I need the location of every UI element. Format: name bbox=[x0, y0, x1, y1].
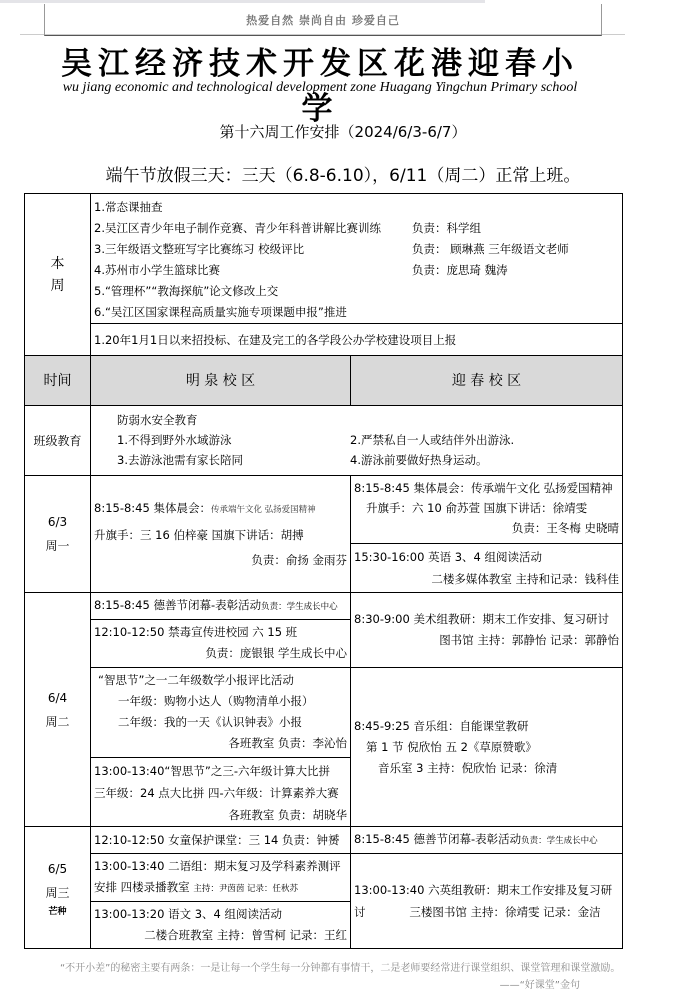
week-item-text: 2.吴江区青少年电子制作竞赛、青少年科普讲解比赛训练 bbox=[94, 221, 381, 235]
class-edu-rule: 4.游泳前要做好热身运动。 bbox=[350, 453, 488, 467]
day-date: 6/5 bbox=[47, 861, 68, 876]
event-time-title: 8:15-8:45 集体晨会： bbox=[94, 500, 211, 515]
schedule-cell bbox=[350, 826, 623, 854]
holiday-notice: 端午节放假三天：三天（6.8-6.10），6/11（周二）正常上班。 bbox=[105, 166, 581, 186]
week-item: 5.“管理杯”“教海探航”论文修改上交 bbox=[94, 284, 279, 298]
event-detail: 升旗手：六 10 俞苏萱 国旗下讲话：徐靖雯 bbox=[366, 501, 588, 515]
event-time-title: 8:15-8:45 德善节闭幕-表彰活动 bbox=[354, 832, 522, 846]
event-owner: 负责：学生成长中心 bbox=[261, 602, 338, 612]
event-owner: 主持：尹茵茵 记录：任秋苏 bbox=[193, 884, 299, 894]
event-time-title: 8:30-9:00 美术组教研：期末工作安排、复习研讨 bbox=[354, 612, 609, 626]
schedule-cell bbox=[350, 543, 623, 593]
event-time-title: “智思节”之一二年级数学小报评比活动 bbox=[98, 673, 294, 687]
event-owner: 负责：庞银银 学生成长中心 bbox=[205, 646, 347, 660]
class-edu-content bbox=[90, 405, 623, 476]
schedule-cell bbox=[350, 853, 623, 949]
schedule-cell: 12:10-12:50 女童保护课堂：三 14 负责：钟赟 bbox=[90, 826, 351, 854]
event-time-title: 12:10-12:50 禁毒宣传进校园 六 15 班 bbox=[94, 625, 298, 639]
school-name-english: wu jiang economic and technological development zone Huagang Yingchun Primary school bbox=[62, 80, 578, 95]
week-label-text: 本周 bbox=[50, 255, 65, 294]
event-time-title: 8:15-8:45 集体晨会：传承端午文化 弘扬爱国精神 bbox=[354, 481, 613, 495]
class-edu-rule: 1.不得到野外水域游泳 bbox=[117, 433, 232, 447]
day-label bbox=[24, 826, 91, 949]
week-item bbox=[94, 239, 619, 260]
day-date: 6/4 bbox=[47, 690, 68, 705]
event-detail: 二楼合班教室 主持：曾雪柯 记录：王红 bbox=[144, 928, 347, 942]
footer-quote bbox=[48, 960, 628, 991]
event-detail: 一年级：购物小达人（购物清单小报） bbox=[118, 694, 314, 708]
week-item bbox=[94, 260, 619, 281]
event-owner: 负责：俞扬 金雨芬 bbox=[251, 552, 347, 567]
event-detail: 安排 四楼录播教室 bbox=[94, 880, 190, 894]
school-name-logo: 吴江经济技术开发区花港迎春小学 bbox=[61, 46, 579, 127]
event-owner: 各班教室 负责：胡晓华 bbox=[228, 808, 347, 822]
week-item-text: 1.常态课抽查 bbox=[94, 200, 163, 214]
event-theme: 传承端午文化 弘扬爱国精神 bbox=[210, 504, 316, 515]
event-owner: 各班教室 负责：李沁怡 bbox=[228, 736, 347, 750]
event-detail: 升旗手：三 16 伯梓豪 国旗下讲话：胡搏 bbox=[94, 527, 304, 542]
schedule-cell bbox=[90, 667, 351, 758]
quote-text: “不开小差”的秘密主要有两条：一是让每一个学生每一分钟都有事情干，二是老师要经常进行课堂组织、课堂管理和课堂激励。 bbox=[60, 963, 621, 974]
event-owner: 负责：学生成长中心 bbox=[521, 836, 598, 846]
class-edu-rule: 2.严禁私自一人或结伴外出游泳. bbox=[350, 433, 515, 447]
school-motto: 热爱自然 崇尚自由 珍爱自己 bbox=[246, 14, 400, 27]
event-detail: 图书馆 主持：郭静怡 记录：郭静怡 bbox=[439, 633, 619, 647]
week-items bbox=[90, 193, 623, 324]
day-date: 6/3 bbox=[47, 515, 68, 529]
class-edu-label: 班级教育 bbox=[24, 405, 91, 476]
class-edu-rule: 3.去游泳池需有家长陪同 bbox=[117, 453, 243, 467]
day-label bbox=[24, 475, 91, 593]
event-time-title: 13:00-13:40 六英组教研：期末工作安排及复习研 bbox=[354, 883, 613, 897]
schedule-cell bbox=[90, 901, 351, 949]
schedule-cell bbox=[90, 475, 351, 593]
event-owner: 负责：王冬梅 史晓晴 bbox=[511, 521, 619, 535]
event-detail: 二楼多媒体教室 主持和记录：钱科佳 bbox=[431, 572, 619, 586]
week-item-owner: 负责：庞思琦 魏涛 bbox=[412, 263, 508, 277]
schedule-cell bbox=[90, 757, 351, 827]
week-label bbox=[24, 193, 91, 356]
event-detail: 第 1 节 倪欣怡 五 2《草原赞歌》 bbox=[366, 739, 537, 754]
event-detail: 二年级：我的一天《认识钟表》小报 bbox=[118, 715, 302, 729]
day-weekday: 周二 bbox=[45, 714, 70, 729]
week-item-text: 3.三年级语文整班写字比赛练习 校级评比 bbox=[94, 242, 305, 256]
event-time-title: 8:45-9:25 音乐组：自能课堂教研 bbox=[354, 718, 529, 733]
week-item-text: 4.苏州市小学生篮球比赛 bbox=[94, 263, 220, 277]
event-time-title: 15:30-16:00 英语 3、4 组阅读活动 bbox=[354, 550, 543, 564]
week-item bbox=[94, 197, 619, 218]
schedule-cell bbox=[90, 853, 351, 902]
week-item bbox=[94, 218, 619, 239]
schedule-cell bbox=[90, 592, 351, 620]
class-edu-title: 防弱水安全教育 bbox=[117, 413, 198, 427]
event-time-title: 13:00-13:40 二语组：期末复习及学科素养测评 bbox=[94, 859, 341, 873]
event-time-title: 13:00-13:40“智思节”之三-六年级计算大比拼 bbox=[94, 764, 330, 778]
page-header bbox=[44, 4, 602, 36]
schedule-cell bbox=[350, 475, 623, 544]
col-header-time: 时间 bbox=[24, 355, 91, 406]
day-weekday: 周三 bbox=[45, 885, 70, 900]
event-detail: 音乐室 3 主持：倪欣怡 记录：徐清 bbox=[378, 760, 558, 775]
solar-term-label: 芒种 bbox=[48, 906, 67, 917]
schedule-cell bbox=[350, 667, 623, 827]
col-header-campus-a: 明 泉 校 区 bbox=[90, 355, 351, 406]
quote-source: ——“好课堂”金句 bbox=[499, 980, 580, 991]
day-weekday: 周一 bbox=[45, 539, 70, 553]
event-detail: 三年级：24 点大比拼 四-六年级：计算素养大赛 bbox=[94, 786, 339, 800]
page-title: 第十六周工作安排（2024/6/3-6/7） bbox=[219, 123, 467, 141]
week-item-owner: 负责： 顾琳燕 三年级语文老师 bbox=[412, 242, 569, 256]
top-bar bbox=[0, 0, 485, 3]
col-header-campus-b: 迎 春 校 区 bbox=[350, 355, 623, 406]
event-time-title: 8:15-8:45 德善节闭幕-表彰活动 bbox=[94, 598, 262, 612]
day-label bbox=[24, 592, 91, 827]
week-extra: 1.20年1月1日以来招投标、在建及完工的各学段公办学校建设项目上报 bbox=[90, 323, 623, 356]
week-item-owner: 负责：科学组 bbox=[412, 221, 481, 235]
event-time-title: 13:00-13:20 语文 3、4 组阅读活动 bbox=[94, 907, 283, 921]
schedule-cell bbox=[90, 619, 351, 668]
week-item: 6.“吴江区国家课程高质量实施专项课题申报”推进 bbox=[94, 305, 347, 319]
schedule-cell bbox=[350, 592, 623, 668]
event-detail: 讨 三楼图书馆 主持：徐靖雯 记录：金洁 bbox=[354, 905, 601, 919]
